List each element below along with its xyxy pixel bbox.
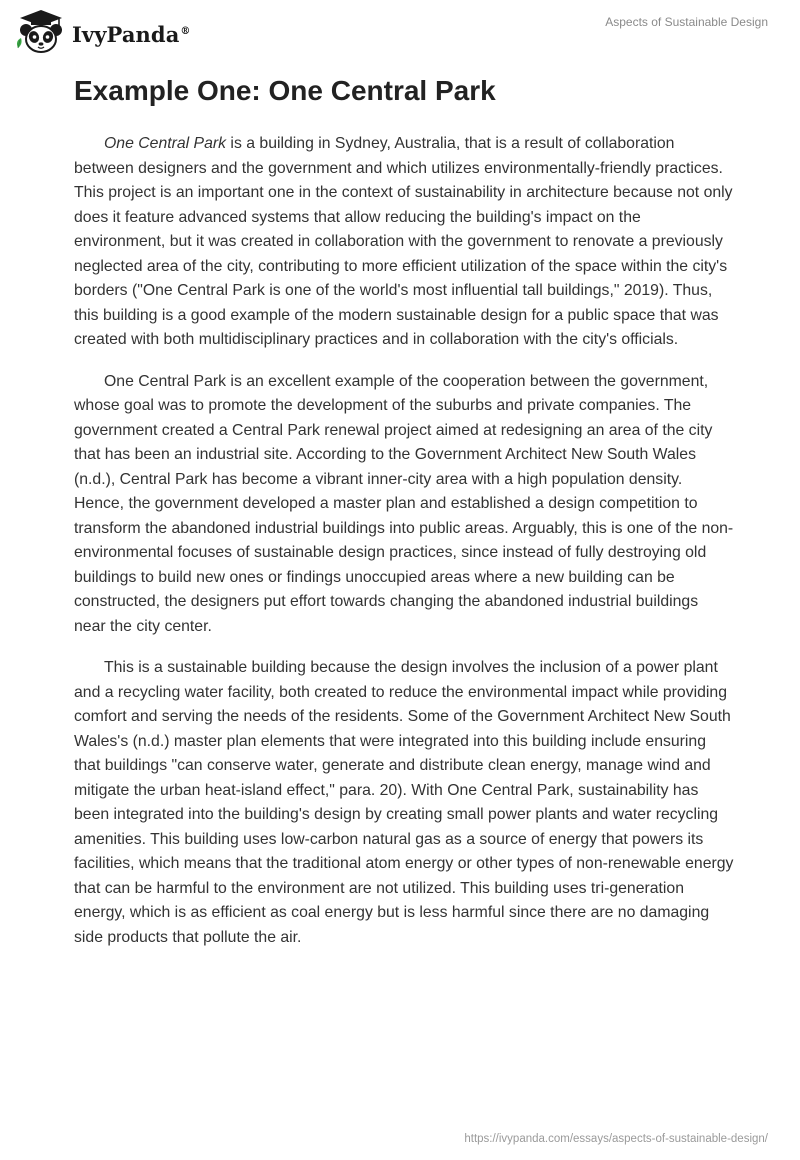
ivypanda-logo[interactable] [14, 8, 191, 56]
paragraph-3: This is a sustainable building because the design involves the inclusion of a power plant and a recycling water facility, both created to reduce the environmental impact while providing comfort and serving the needs of the residents. Some of the Government Architect New South Wales's (n.d.) master plan elements that were integrated into this building include ensuring that buildings "can conserve water, generate and distribute clean energy, manage wind and mitigate the urban heat-island effect," para. 20). With One Central Park, sustainability has been integrated into the building's design by creating small power plants and water recycling amenities. This building uses low-carbon natural gas as a source of energy that powers its facilities, which means that the traditional atom energy or other types of non-renewable energy that can be harmful to the environment are not utilized. This building uses tri-generation energy, which is as efficient as coal energy but is less harmful since there are no damaging side products that pollute the air. [74, 659, 734, 946]
paragraph-1-text: is a building in Sydney, Australia, that is a result of collaboration between designers and the government and which utilizes environmentally-friendly practices. This project is an important one in the context of sustainability in architecture because not only does it feature advanced systems that allow reducing the building's impact on the environment, but it was created in collaboration with the government to renovate a previously neglected area of the city, contributing to more efficient utilization of the space within the city's borders ("One Central Park is one of the world's most influential tall buildings," 2019). Thus, this building is a good example of the modern sustainable design for a public space that was created with both multidisciplinary practices and in collaboration with the city's officials. [74, 135, 733, 348]
registered-mark: ® [180, 25, 191, 37]
document-title: Aspects of Sustainable Design [605, 15, 768, 29]
page-header [0, 0, 800, 64]
panda-graduate-icon [14, 8, 68, 56]
paragraph-1 [74, 132, 734, 353]
brand-name: IvyPanda® [72, 21, 191, 47]
paragraph-2: One Central Park is an excellent example of the cooperation between the government, whose goal was to promote the development of the suburbs and private companies. The government created a Central Park renewal project aimed at redesigning an area of the city that has been an industrial site. According to the Government Architect New South Wales (n.d.), Central Park has become a vibrant inner-city area with a high population density. Hence, the government developed a master plan and established a design competition to transform the abandoned industrial buildings into public areas. Arguably, this is one of the non-environmental focuses of sustainable design practices, since instead of fully destroying old buildings to build new ones or findings unoccupied areas where a new building can be constructed, the designers put effort towards changing the abandoned industrial buildings near the city center. [74, 372, 734, 635]
source-url-link[interactable]: https://ivypanda.com/essays/aspects-of-sustainable-design/ [464, 1133, 768, 1145]
article-body [74, 72, 734, 967]
section-heading: Example One: One Central Park [74, 75, 496, 106]
building-name-italic: One Central Park [104, 135, 227, 152]
